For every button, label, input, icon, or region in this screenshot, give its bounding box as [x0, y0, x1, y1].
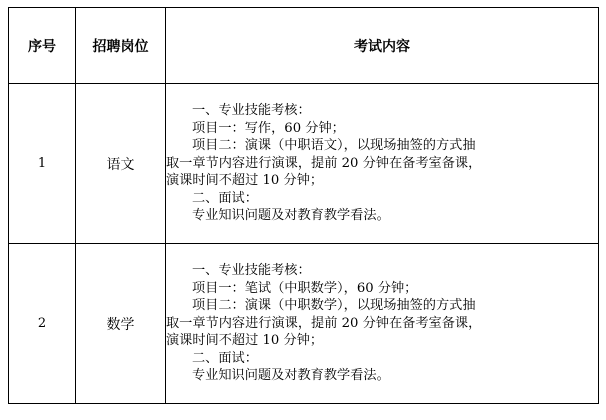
row-content [166, 84, 599, 244]
content-line: 项目一：笔试（中职数学），60 分钟； [192, 280, 418, 296]
table-row [9, 244, 599, 404]
content-line: 专业知识问题及对教育教学看法。 [192, 368, 390, 384]
content-line: 取一章节内容进行演课，提前 20 分钟在备考室备课， [166, 155, 482, 171]
header-position: 招聘岗位 [76, 8, 166, 84]
content-line: 项目二：演课（中职语文），以现场抽签的方式抽 [192, 138, 476, 154]
content-line: 一、专业技能考核： [192, 103, 311, 119]
content-line: 演课时间不超过 10 分钟； [166, 333, 324, 349]
row-position: 语文 [76, 84, 166, 244]
exam-content-table [8, 7, 599, 404]
row-number: 2 [9, 244, 76, 404]
header-number: 序号 [9, 8, 76, 84]
row-position: 数学 [76, 244, 166, 404]
content-line: 演课时间不超过 10 分钟； [166, 173, 324, 189]
row-number: 1 [9, 84, 76, 244]
header-content: 考试内容 [166, 8, 599, 84]
content-line: 项目二：演课（中职数学），以现场抽签的方式抽 [192, 298, 476, 314]
row-content [166, 244, 599, 404]
content-line: 取一章节内容进行演课，提前 20 分钟在备考室备课， [166, 315, 482, 331]
content-line: 项目一：写作，60 分钟； [192, 120, 345, 136]
content-line: 专业知识问题及对教育教学看法。 [192, 208, 390, 224]
content-line: 二、面试： [192, 190, 258, 206]
table-row [9, 84, 599, 244]
content-line: 二、面试： [192, 350, 258, 366]
content-line: 一、专业技能考核： [192, 263, 311, 279]
table-header-row [9, 8, 599, 84]
